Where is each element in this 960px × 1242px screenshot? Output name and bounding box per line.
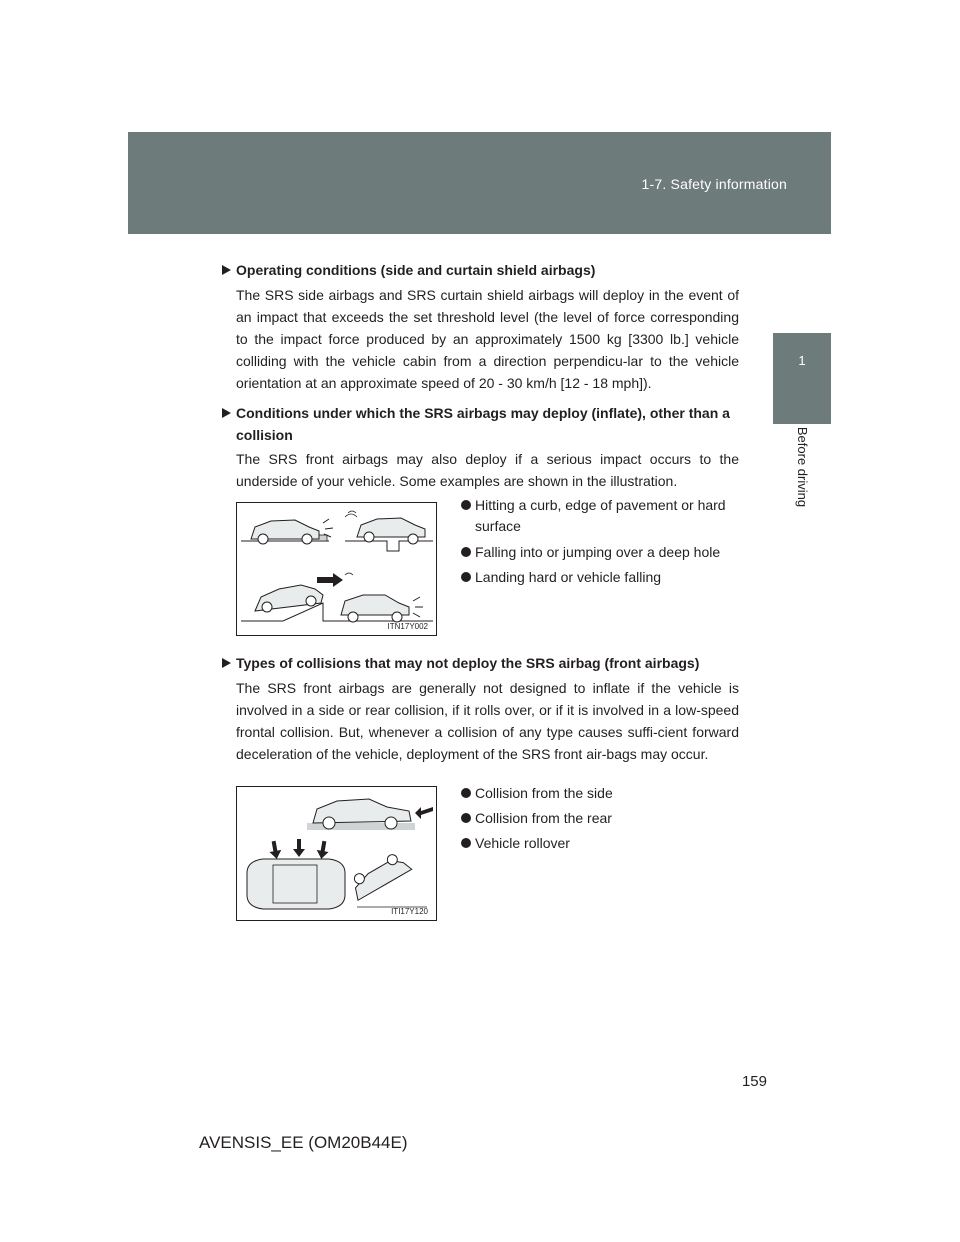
figure-code: ITI17Y120 bbox=[391, 907, 428, 916]
heading-no-deploy-collisions: Types of collisions that may not deploy the SRS airbag (front airbags) bbox=[236, 652, 741, 674]
non-deploy-collision-drawing bbox=[237, 787, 436, 920]
heading-non-collision-deploy: Conditions under which the SRS airbags may deploy (inflate), other than a collision bbox=[236, 402, 741, 446]
bullet-vehicle-rollover: Vehicle rollover bbox=[461, 833, 739, 854]
model-code: AVENSIS_EE (OM20B44E) bbox=[199, 1133, 408, 1152]
bullet-side-collision: Collision from the side bbox=[461, 783, 739, 804]
heading-side-curtain-conditions: Operating conditions (side and curtain shield airbags) bbox=[236, 259, 741, 281]
page-number: 159 bbox=[741, 1073, 767, 1090]
illustration-underside-impacts bbox=[236, 502, 437, 636]
bullet-landing-hard: Landing hard or vehicle falling bbox=[461, 567, 739, 588]
chapter-number: 1 bbox=[798, 353, 806, 368]
bullet-rear-collision: Collision from the rear bbox=[461, 808, 739, 829]
chapter-name: Before driving bbox=[795, 426, 810, 508]
paragraph-non-collision-deploy: The SRS front airbags may also deploy if a serious impact occurs to the underside of your vehicle. Some examples are shown in the illustration. bbox=[236, 451, 739, 489]
underside-impact-drawing bbox=[237, 503, 436, 635]
section-title: 1-7. Safety information bbox=[641, 176, 787, 192]
figure-code: ITN17Y002 bbox=[387, 622, 428, 631]
illustration-non-deploy-collisions bbox=[236, 786, 437, 921]
paragraph-side-curtain-conditions: The SRS side airbags and SRS curtain shield airbags will deploy in the event of an impact that exceeds the set threshold level (the level of force corresponding to the impact force produced by an approximately 1500 kg [3300 lb.] vehicle colliding with the vehicle cabin from a direction perpendicu-lar to the vehicle orientation at an approximate speed of 20 - 30 km/h [12 - 18 mph]). bbox=[236, 287, 739, 391]
bullet-deep-hole: Falling into or jumping over a deep hole bbox=[461, 542, 739, 563]
bullet-curb: Hitting a curb, edge of pavement or hard surface bbox=[461, 495, 739, 537]
paragraph-no-deploy-collisions: The SRS front airbags are generally not designed to inflate if the vehicle is involved in a side or rear collision, if it rolls over, or if it is involved in a low-speed frontal collision. But, whenever a collision of any type causes suffi-cient forward deceleration of the vehicle, deployment of the SRS front air-bags may occur. bbox=[236, 680, 739, 762]
